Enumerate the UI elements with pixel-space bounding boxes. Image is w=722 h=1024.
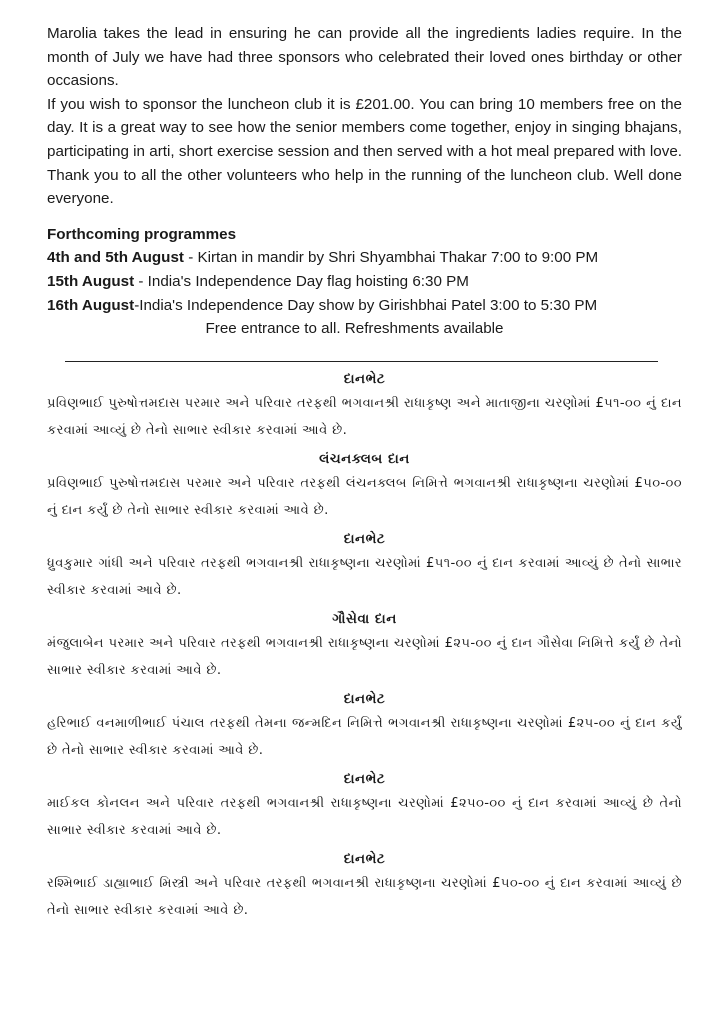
programmes-heading: Forthcoming programmes [47, 225, 237, 243]
donation-entry [47, 848, 682, 924]
donation-title: દાનભેટ [343, 530, 386, 547]
donation-entry [47, 688, 682, 764]
donation-entry [47, 768, 682, 844]
programme-text: -India's Independence Day show by Girishbhai Patel 3:00 to 5:30 PM [134, 296, 598, 314]
donation-title: ગૌસેવા દાન [332, 610, 397, 627]
donation-body: ધ્રુવકુમાર ગાંધી અને પરિવાર તરફથી ભગવાનશ્રી રાધાકૃષ્ણના ચરણોમાં £૫૧-૦૦ નું દાન કરવામાં આવ્યું છે તેનો સાભાર સ્વીકાર કરવામાં આવે છે. [47, 555, 682, 598]
donations-section [47, 368, 682, 924]
programmes-section [47, 223, 682, 341]
donation-body: પ્રવિણભાઈ પુરુષોત્તમદાસ પરમાર અને પરિવાર તરફથી લંચનક્લબ નિમિત્તે ભગવાનશ્રી રાધાકૃષ્ણના ચરણોમાં £૫૦-૦૦ નું દાન કર્યું છે તેનો સાભાર સ્વીકાર કરવામાં આવે છે. [47, 475, 682, 518]
donation-body: માઈકલ કોનલન અને પરિવાર તરફથી ભગવાનશ્રી રાધાકૃષ્ણના ચરણોમાં £૨૫૦-૦૦ નું દાન કરવામાં આવ્યું છે તેનો સાભાર સ્વીકાર કરવામાં આવે છે. [47, 795, 682, 838]
donation-entry [47, 528, 682, 604]
donation-body: હરિભાઈ વનમાળીભાઈ પંચાલ તરફથી તેમના જન્મદિન નિમિત્તે ભગવાનશ્રી રાધાકૃષ્ણના ચરણોમાં £૨૫-૦૦ નું દાન કર્યું છે તેનો સાભાર સ્વીકાર કરવામાં આવે છે. [47, 715, 682, 758]
donation-title: દાનભેટ [343, 690, 386, 707]
programme-date: 15th August [47, 272, 135, 290]
programme-date: 16th August [47, 296, 135, 314]
programmes-footer: Free entrance to all. Refreshments available [205, 320, 504, 338]
donation-body: રશ્મિભાઈ ડાહ્યાભાઈ મિસ્ત્રી અને પરિવાર તરફથી ભગવાનશ્રી રાધાકૃષ્ણના ચરણોમાં £૫૦-૦૦ નું દાન કરવામાં આવ્યું છે તેનો સાભાર સ્વીકાર કરવામાં આવે છે. [47, 875, 682, 918]
donation-body: મંજુલાબેન પરમાર અને પરિવાર તરફથી ભગવાનશ્રી રાધાકૃષ્ણના ચરણોમાં £૨૫-૦૦ નું દાન ગૌસેવા નિમિત્તે કર્યું છે તેનો સાભાર સ્વીકાર કરવામાં આવે છે. [47, 635, 682, 678]
programme-text: - India's Independence Day flag hoisting 6:30 PM [134, 272, 469, 290]
section-divider [65, 361, 658, 362]
programme-item [47, 294, 682, 318]
programme-text: - Kirtan in mandir by Shri Shyambhai Thakar 7:00 to 9:00 PM [183, 249, 599, 267]
donation-entry [47, 448, 682, 524]
programme-item [47, 270, 682, 294]
donation-title: દાનભેટ [343, 770, 386, 787]
intro-paragraph-1: Marolia takes the lead in ensuring he can provide all the ingredients ladies require. In the month of July we have had three sponsors who celebrated their loved ones birthday or other occasions. [47, 25, 682, 90]
donation-entry [47, 608, 682, 684]
donation-title: લંચનક્લબ દાન [319, 450, 410, 467]
programme-date: 4th and 5th August [47, 249, 184, 267]
intro-paragraph-2: If you wish to sponsor the luncheon club it is £201.00. You can bring 10 members free on the day. It is a great way to see how the senior members come together, enjoy in singing bhajans, participating in arti, short exercise session and then served with a hot meal prepared with love. Thank you to all the other volunteers who help in the running of the luncheon club. Well done everyone. [47, 95, 682, 208]
donation-title: દાનભેટ [343, 850, 386, 867]
programme-item [47, 246, 682, 270]
donation-entry [47, 368, 682, 444]
donation-body: પ્રવિણભાઈ પુરુષોત્તમદાસ પરમાર અને પરિવાર તરફથી ભગવાનશ્રી રાધાકૃષ્ણ અને માતાજીના ચરણોમાં £૫૧-૦૦ નું દાન કરવામાં આવ્યું છે તેનો સાભાર સ્વીકાર કરવામાં આવે છે. [47, 395, 682, 438]
donation-title: દાનભેટ [343, 370, 386, 387]
